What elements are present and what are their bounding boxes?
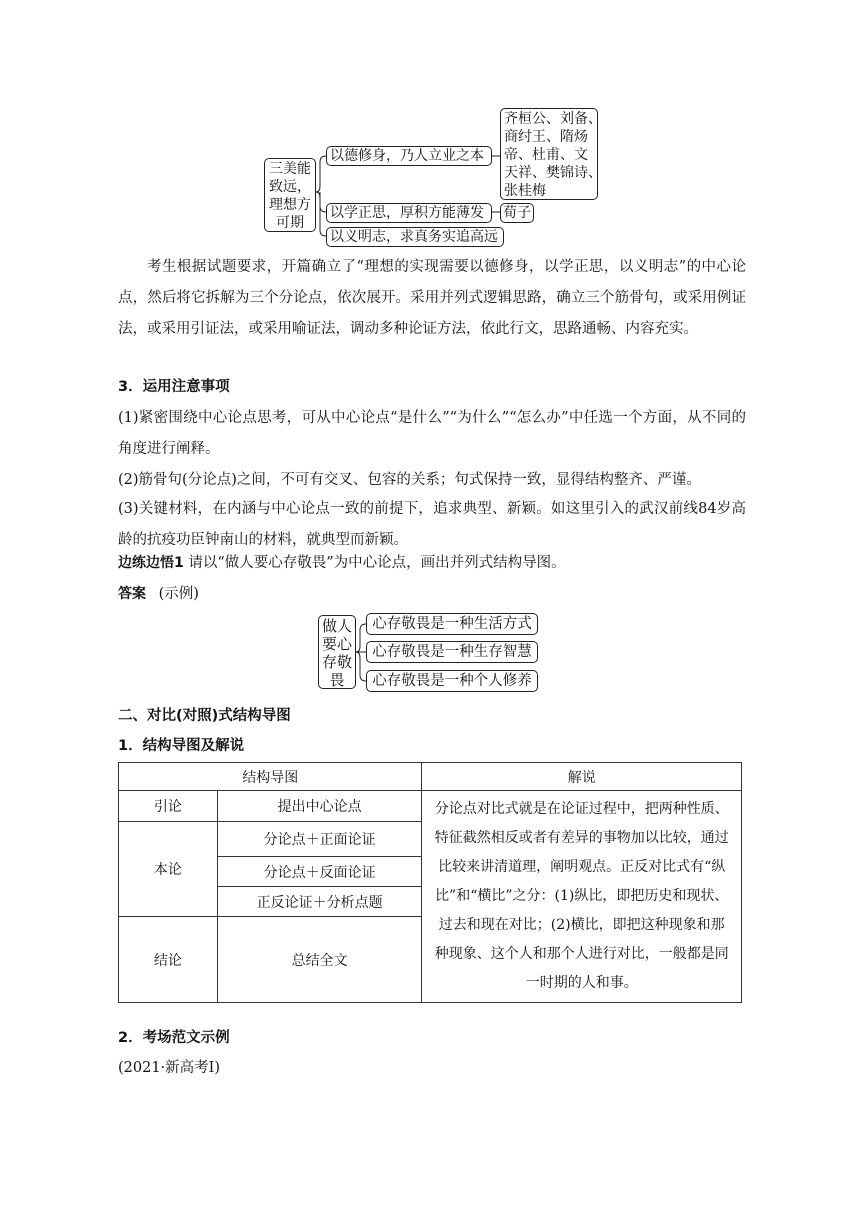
- table-header-explanation: 解说: [422, 763, 742, 791]
- examples-line: 张桂梅: [504, 183, 546, 199]
- diagram1-branch-node: 以学正思，厚积方能薄发: [326, 203, 492, 223]
- diagram2-branch-node: 心存敬畏是一种个人修养: [366, 670, 538, 692]
- diagram2-root-line: 畏: [329, 671, 345, 689]
- answer-note: (示例): [158, 586, 199, 602]
- diagram2-root-line: 要心: [321, 635, 352, 653]
- row-content: 正反论证＋分析点题: [217, 887, 422, 917]
- note-item: (2)筋骨句(分论点)之间，不可有交叉、包容的关系；句式保持一致，显得结构整齐、严谨。: [118, 472, 701, 488]
- diagram1-xunzi-node: 荀子: [500, 203, 534, 223]
- row-content: 分论点＋正面论证: [217, 822, 422, 857]
- diagram1-root-line: 理想方: [269, 197, 311, 213]
- answer-label: 答案: [118, 586, 146, 602]
- note-item: (3)关键材料，在内涵与中心论点一致的前提下，追求典型、新颖。如这里引入的武汉前线84岁高龄的抗疫功臣钟南山的材料，就典型而新颖。: [118, 501, 746, 548]
- section-3-heading: 3．运用注意事项: [118, 379, 230, 395]
- examples-line: 帝、杜甫、文: [504, 147, 588, 163]
- row-content: 提出中心论点: [217, 791, 422, 822]
- table-header-structure: 结构导图: [119, 763, 422, 791]
- diagram2-branch-node: 心存敬畏是一种生存智慧: [366, 641, 538, 663]
- diagram2-branch-node: 心存敬畏是一种生活方式: [366, 613, 538, 635]
- row-content: 总结全文: [217, 917, 422, 1003]
- section-two-heading: 二、对比(对照)式结构导图: [118, 708, 291, 724]
- row-label-conclusion: 结论: [119, 917, 218, 1003]
- subsection-1-heading: 1．结构导图及解说: [118, 738, 245, 754]
- diagram2-root-line: 做人: [321, 617, 352, 635]
- table-explanation: 分论点对比式就是在论证过程中，把两种性质、特征截然相反或者有差异的事物加以比较，通过比较来讲清道理，阐明观点。正反对比式有“纵比”和“横比”之分：(1)纵比，即把历史和现状、过去和现在对比；(2)横比，即把这种现象和那种现象、这个人和那个人进行对比，一般都是同一时期的人和事。: [422, 791, 742, 1003]
- subsection-2-heading: 2．考场范文示例: [118, 1030, 230, 1046]
- diagram1-branch-node: 以义明志，求真务实追高远: [326, 227, 504, 247]
- analysis-paragraph: 考生根据试题要求，开篇确立了“理想的实现需要以德修身，以学正思，以义明志”的中心论点，然后将它拆解为三个分论点，依次展开。采用并列式逻辑思路，确立三个筋骨句，或采用例证法，或采用引证法，或采用喻证法，调动多种论证方法，依此行文，思路通畅、内容充实。: [118, 259, 746, 337]
- diagram1-root-line: 致远，: [269, 179, 311, 195]
- examples-line: 天祥、樊锦诗、: [504, 165, 602, 181]
- row-content: 分论点＋反面论证: [217, 857, 422, 887]
- diagram2-root-line: 存敬: [321, 653, 352, 671]
- examples-line: 商纣王、隋炀: [504, 129, 588, 145]
- diagram1-root-line: 三美能: [269, 161, 311, 177]
- exercise-text: 请以“做人要心存敬畏”为中心论点，画出并列式结构导图。: [188, 555, 566, 571]
- diagram1-root-line: 可期: [276, 215, 304, 231]
- source-note: (2021·新高考Ⅰ): [118, 1060, 221, 1076]
- diagram2-root-node: [318, 615, 356, 689]
- structure-table: [118, 762, 742, 1003]
- exercise-label: 边练边悟1: [118, 555, 184, 571]
- row-label-introduction: 引论: [119, 791, 218, 822]
- note-item: (1)紧密围绕中心论点思考，可从中心论点“是什么”“为什么”“怎么办”中任选一个方面，从不同的角度进行阐释。: [118, 410, 746, 457]
- examples-line: 齐桓公、刘备、: [504, 111, 602, 127]
- diagram1-branch-node: 以德修身，乃人立业之本: [326, 146, 492, 166]
- row-label-body: 本论: [119, 822, 218, 917]
